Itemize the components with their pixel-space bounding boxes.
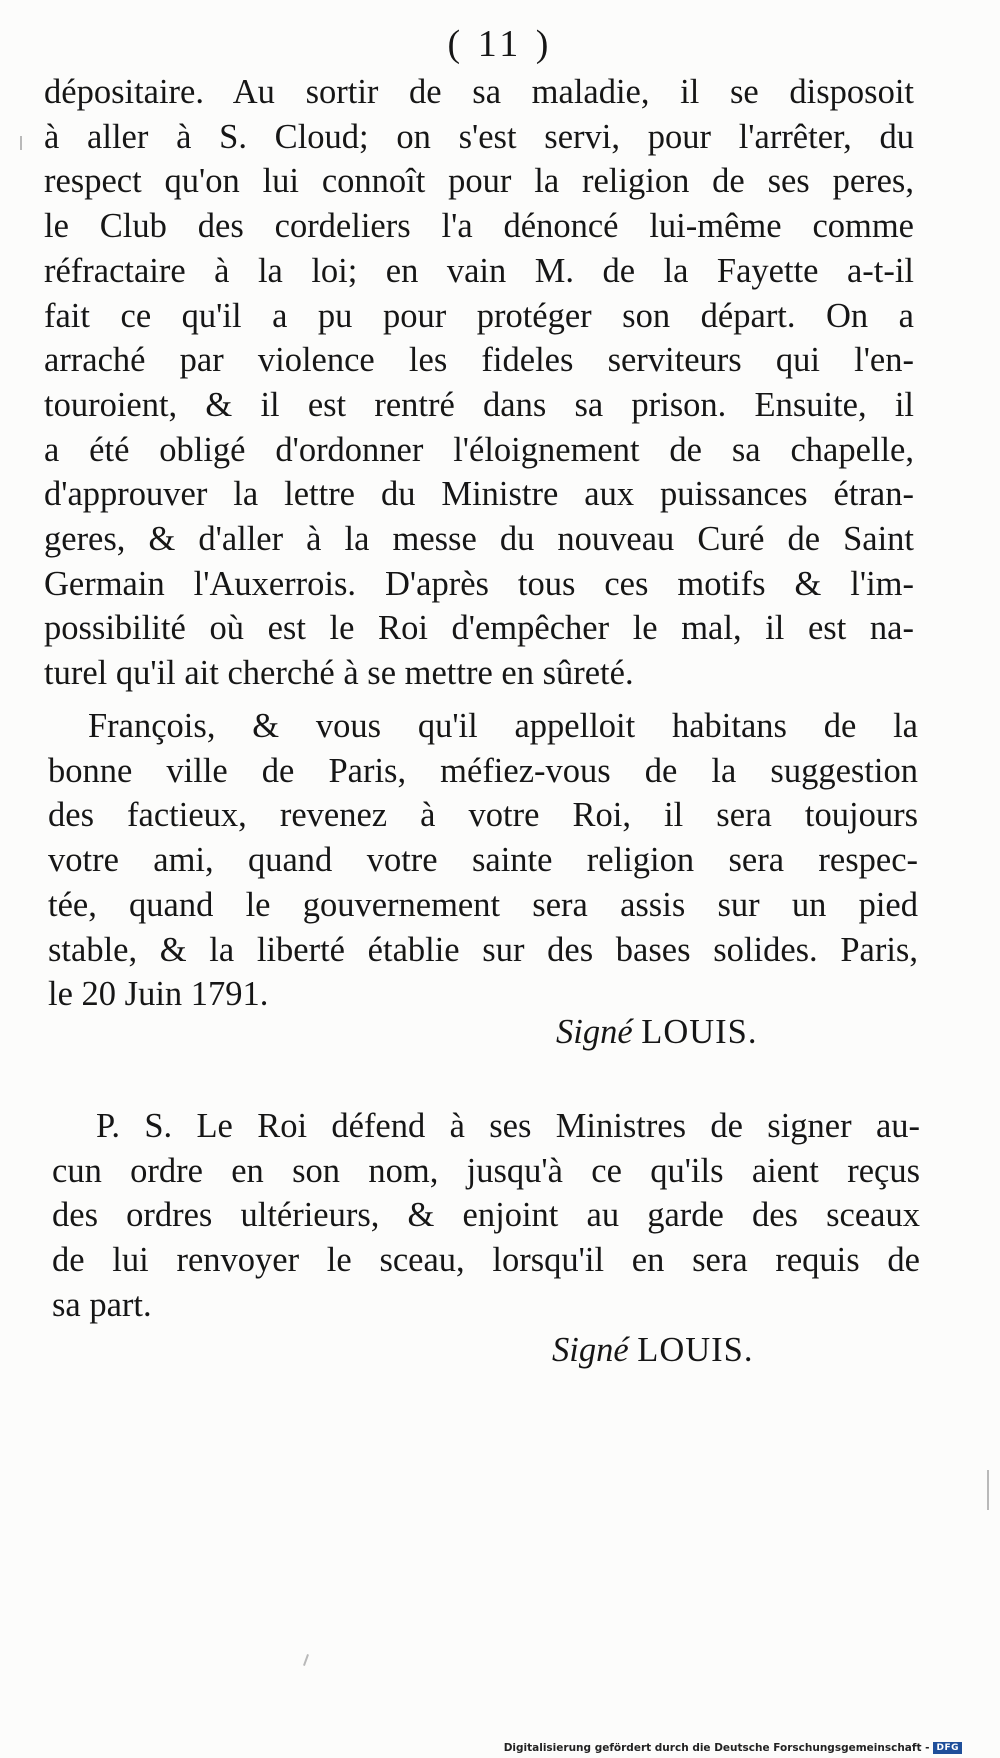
text-line: François, & vous qu'il appelloit habitans de la bbox=[88, 707, 918, 745]
text-line: le 20 Juin 1791. bbox=[48, 975, 269, 1014]
text-line: touroient, & il est rentré dans sa prison. Ensuite, il bbox=[44, 385, 914, 424]
text-line: respect qu'on lui connoît pour la religion de ses peres, bbox=[44, 162, 914, 201]
text-line: Germain l'Auxerrois. D'après tous ces motifs & l'im- bbox=[44, 564, 914, 603]
text-line: geres, & d'aller à la messe du nouveau Curé de Saint bbox=[44, 520, 914, 558]
text-line: de lui renvoyer le sceau, lorsqu'il en sera requis de bbox=[52, 1241, 920, 1280]
text-line: des ordres ultérieurs, & enjoint au garde des sceaux bbox=[52, 1196, 920, 1235]
digitization-footer bbox=[504, 1742, 962, 1754]
page-number: ( 11 ) bbox=[447, 23, 553, 65]
footer-text: Digitalisierung gefördert durch die Deutsche Forschungsgemeinschaft - bbox=[503, 1742, 930, 1754]
text-line: P. S. Le Roi défend à ses Ministres de signer au- bbox=[96, 1107, 920, 1145]
text-line: des factieux, revenez à votre Roi, il sera toujours bbox=[48, 796, 918, 835]
scan-mark bbox=[20, 136, 22, 150]
scan-mark bbox=[303, 1654, 309, 1666]
dfg-logo: DFG bbox=[933, 1742, 962, 1754]
text-line: a été obligé d'ordonner l'éloignement de sa chapelle, bbox=[44, 430, 914, 469]
text-line: à aller à S. Cloud; on s'est servi, pour l'arrêter, du bbox=[44, 117, 914, 156]
signature-2 bbox=[552, 1330, 754, 1370]
signature-2-name: LOUIS. bbox=[637, 1331, 754, 1369]
text-line: votre ami, quand votre sainte religion sera respec- bbox=[48, 841, 918, 880]
text-line: turel qu'il ait cherché à se mettre en sûreté. bbox=[44, 654, 634, 693]
text-line: d'approuver la lettre du Ministre aux puissances étran- bbox=[44, 475, 914, 514]
signature-1-name: LOUIS. bbox=[641, 1013, 758, 1051]
text-line: arraché par violence les fideles serviteurs qui l'en- bbox=[44, 341, 914, 380]
signature-1-signe: Signé bbox=[556, 1013, 633, 1051]
text-line: réfractaire à la loi; en vain M. de la Fayette a-t-il bbox=[44, 251, 914, 290]
text-line: cun ordre en son nom, jusqu'à ce qu'ils aient reçus bbox=[52, 1151, 920, 1190]
text-line: fait ce qu'il a pu pour protéger son départ. On a bbox=[44, 296, 914, 335]
signature-1 bbox=[556, 1012, 758, 1052]
signature-2-signe: Signé bbox=[552, 1331, 629, 1369]
text-line: le Club des cordeliers l'a dénoncé lui-même comme bbox=[44, 207, 914, 246]
text-line: bonne ville de Paris, méfiez-vous de la suggestion bbox=[48, 751, 918, 790]
text-line: tée, quand le gouvernement sera assis sur un pied bbox=[48, 885, 918, 924]
scan-mark bbox=[987, 1470, 989, 1510]
text-line: sa part. bbox=[52, 1285, 152, 1324]
text-line: stable, & la liberté établie sur des bases solides. Paris, bbox=[48, 930, 918, 969]
text-line: possibilité où est le Roi d'empêcher le mal, il est na- bbox=[44, 609, 914, 648]
text-line: dépositaire. Au sortir de sa maladie, il se disposoit bbox=[44, 73, 914, 111]
